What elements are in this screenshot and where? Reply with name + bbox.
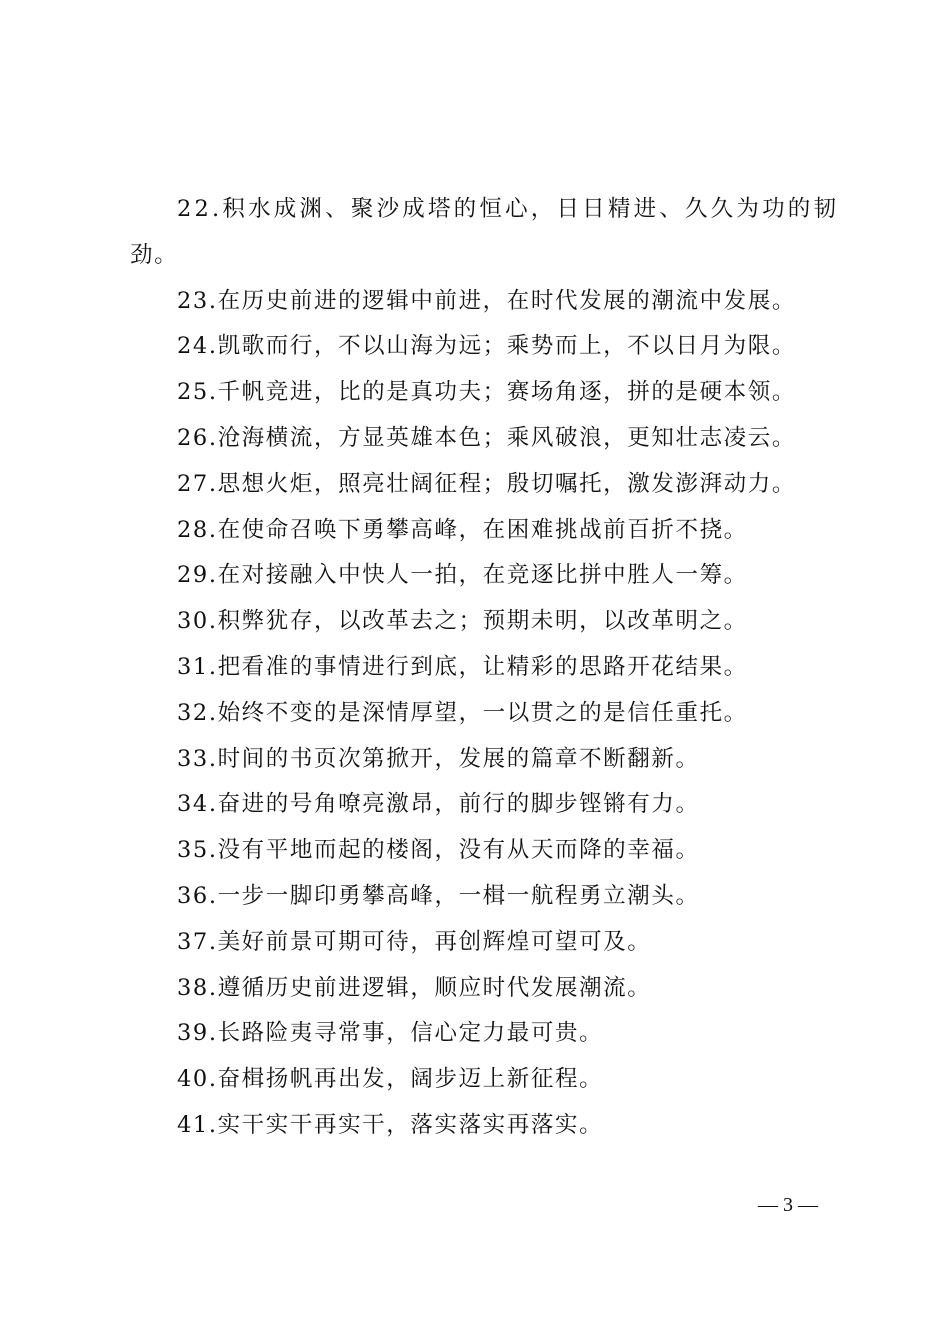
list-item-34: 34.奋进的号角嘹亮激昂，前行的脚步铿锵有力。 <box>177 791 700 818</box>
page-number: — 3 — <box>758 1194 818 1216</box>
list-item-24: 24.凯歌而行，不以山海为远；乘势而上，不以日月为限。 <box>177 333 796 360</box>
list-item-26: 26.沧海横流，方显英雄本色；乘风破浪，更知壮志凌云。 <box>177 424 796 451</box>
list-item-35: 35.没有平地而起的楼阁，没有从天而降的幸福。 <box>177 837 700 864</box>
document-body <box>130 187 840 1149</box>
list-item-28: 28.在使命召唤下勇攀高峰，在困难挑战前百折不挠。 <box>177 516 748 543</box>
list-item-33: 33.时间的书页次第掀开，发展的篇章不断翻新。 <box>177 745 700 772</box>
list-item-29: 29.在对接融入中快人一拍，在竞逐比拼中胜人一筹。 <box>177 562 748 589</box>
list-item-22-continuation: 劲。 <box>130 241 179 268</box>
list-item-36: 36.一步一脚印勇攀高峰，一楫一航程勇立潮头。 <box>177 882 700 909</box>
list-item-30: 30.积弊犹存，以改革去之；预期未明，以改革明之。 <box>177 608 748 635</box>
list-item-25: 25.千帆竞进，比的是真功夫；赛场角逐，拼的是硬本领。 <box>177 379 796 406</box>
list-item-38: 38.遵循历史前进逻辑，顺应时代发展潮流。 <box>177 974 652 1001</box>
list-item-41: 41.实干实干再实干，落实落实再落实。 <box>177 1111 604 1138</box>
list-item-23: 23.在历史前进的逻辑中前进，在时代发展的潮流中发展。 <box>177 287 796 314</box>
list-item-31: 31.把看准的事情进行到底，让精彩的思路开花结果。 <box>177 653 748 680</box>
list-item-39: 39.长路险夷寻常事，信心定力最可贵。 <box>177 1020 604 1047</box>
list-item-40: 40.奋楫扬帆再出发，阔步迈上新征程。 <box>177 1066 604 1093</box>
list-item-27: 27.思想火炬，照亮壮阔征程；殷切嘱托，激发澎湃动力。 <box>177 470 796 497</box>
list-item-22: 22.积水成渊、聚沙成塔的恒心，日日精进、久久为功的韧 <box>177 196 840 222</box>
list-item-32: 32.始终不变的是深情厚望，一以贯之的是信任重托。 <box>177 699 748 726</box>
list-item-37: 37.美好前景可期可待，再创辉煌可望可及。 <box>177 928 652 955</box>
